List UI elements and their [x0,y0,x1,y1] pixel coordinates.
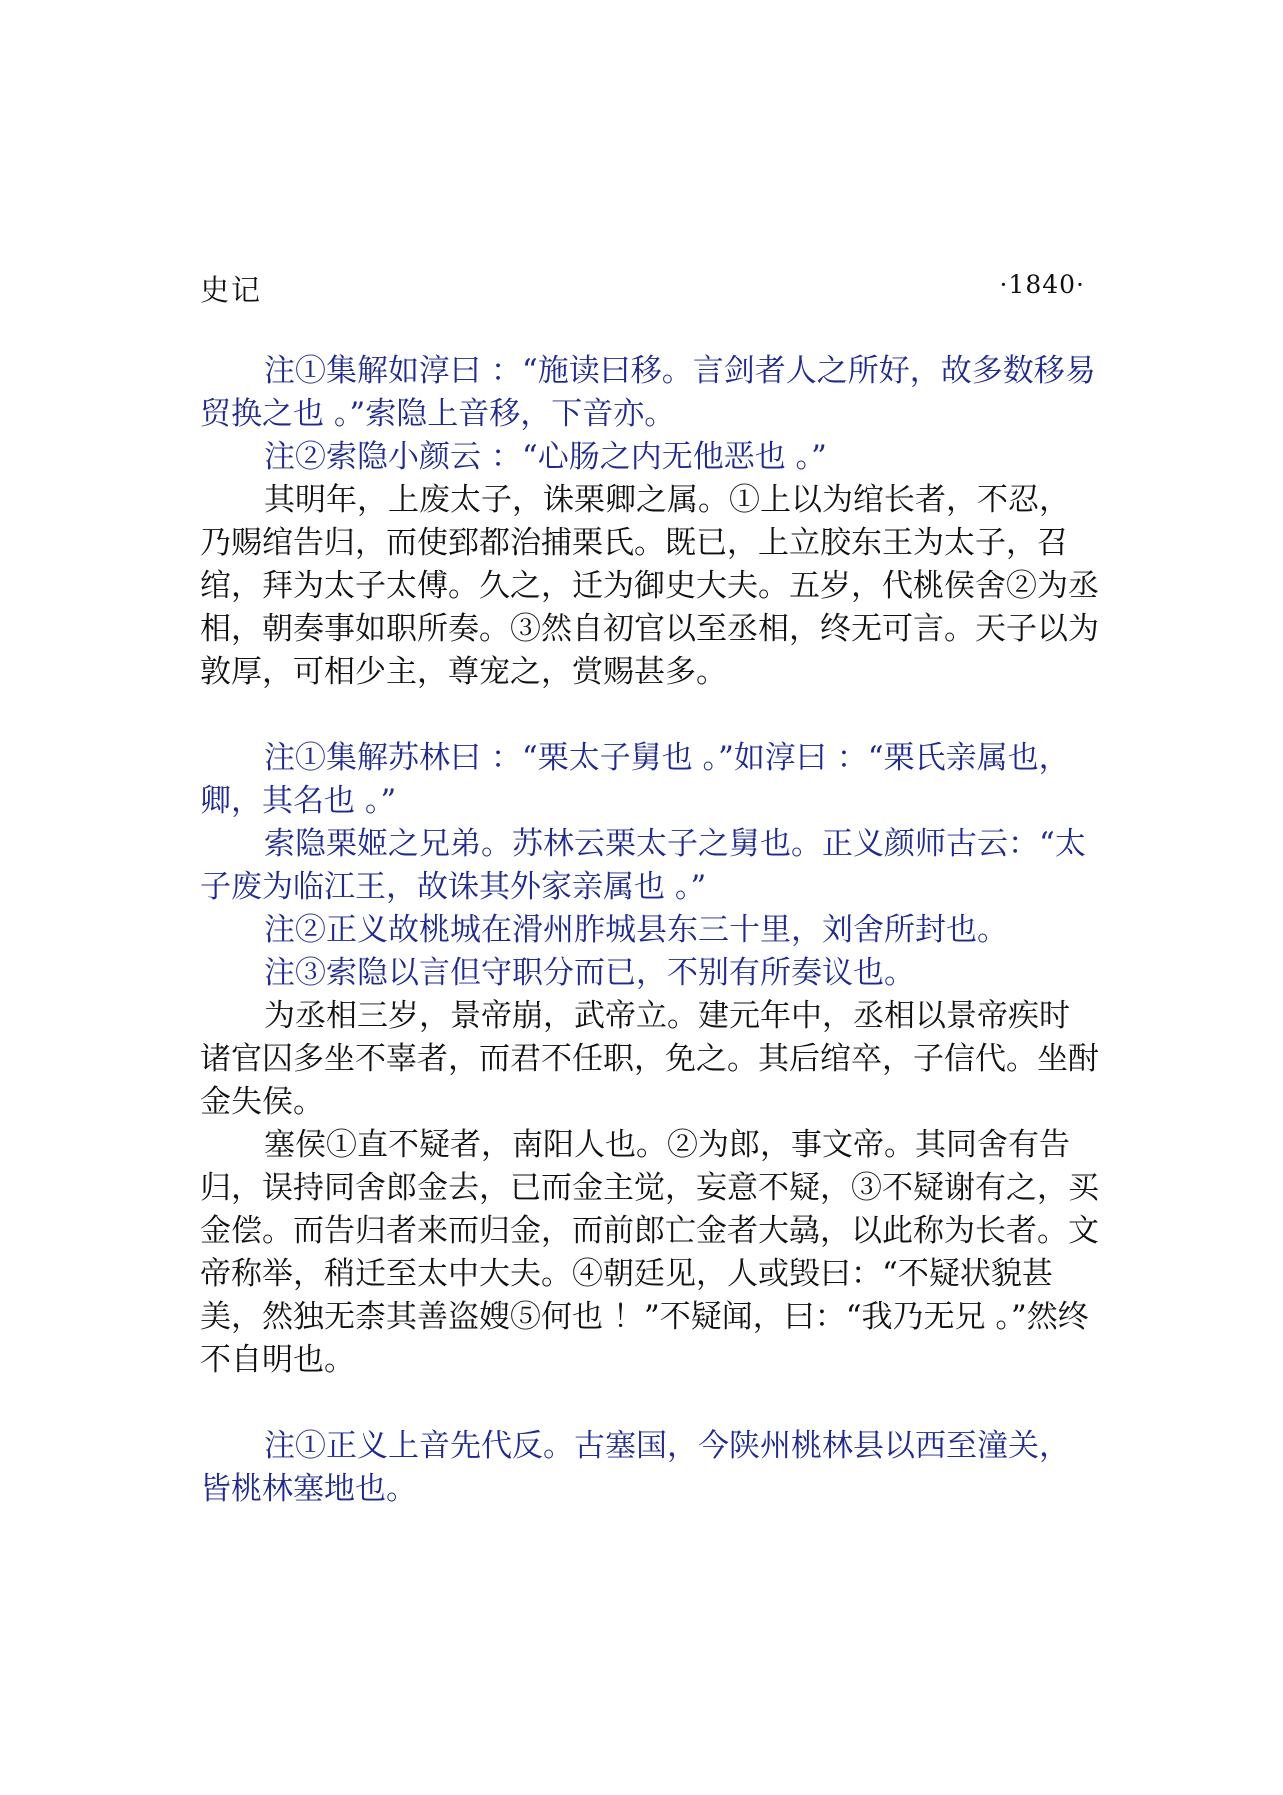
annotation-paragraph: 注②索隐小颜云 ：“心肠之内无他恶也 。” [264,439,827,475]
annotation-paragraph: 注①正义上音先代反。古塞国，今陕州桃林县以西至潼关，皆桃林塞地也。 [200,1428,1070,1507]
annotation-paragraph: 注②正义故桃城在滑州胙城县东三十里，刘舍所封也。 [264,912,1008,948]
annotation-paragraph: 注①集解苏林曰 ：“栗太子舅也 。”如淳曰 ：“栗氏亲属也，卿，其名也 。” [200,740,1070,819]
annotation-paragraph: 注①集解如淳曰 ：“施读曰移。言剑者人之所好，故多数移易贸换之也 。”索隐上音移，下音亦。 [200,353,1096,432]
annotation-paragraph: 注③索隐以言但守职分而已，不别有所奏议也。 [264,955,915,991]
page-body [200,350,1100,1511]
page-number: ·1840· [999,270,1085,299]
book-title: 史记 [200,273,263,307]
body-paragraph: 其明年，上废太子，诛栗卿之属。①上以为绾长者，不忍，乃赐绾告归，而使郅都治捕栗氏。既已，上立胶东王为太子，召绾，拜为太子太傅。久之，迁为御史大夫。五岁，代桃侯舍②为丞相，朝奏事如职所奏。③然自初官以至丞相，终无可言。天子以为敦厚，可相少主，尊宠之，赏赐甚多。 [200,482,1099,690]
body-paragraph: 为丞相三岁，景帝崩，武帝立。建元年中，丞相以景帝疾时诸官囚多坐不辜者，而君不任职，免之。其后绾卒，子信代。坐酎金失侯。 [200,998,1099,1120]
annotation-paragraph: 索隐栗姬之兄弟。苏林云栗太子之舅也。正义颜师古云：“太子废为临江王，故诛其外家亲属也 。” [200,826,1086,905]
page-header [200,268,1085,308]
paragraph-spacer [200,1382,1100,1425]
paragraph-spacer [200,694,1100,737]
body-paragraph: 塞侯①直不疑者，南阳人也。②为郎，事文帝。其同舍有告归，误持同舍郎金去，已而金主觉，妄意不疑，③不疑谢有之，买金偿。而告归者来而归金，而前郎亡金者大骉，以此称为长者。文帝称举，稍迁至太中大夫。④朝廷见，人或毁曰：“不疑状貌甚美，然独无柰其善盗嫂⑤何也 ！”不疑闻，曰：“我乃无兄 。”然终不自明也。 [200,1127,1099,1378]
